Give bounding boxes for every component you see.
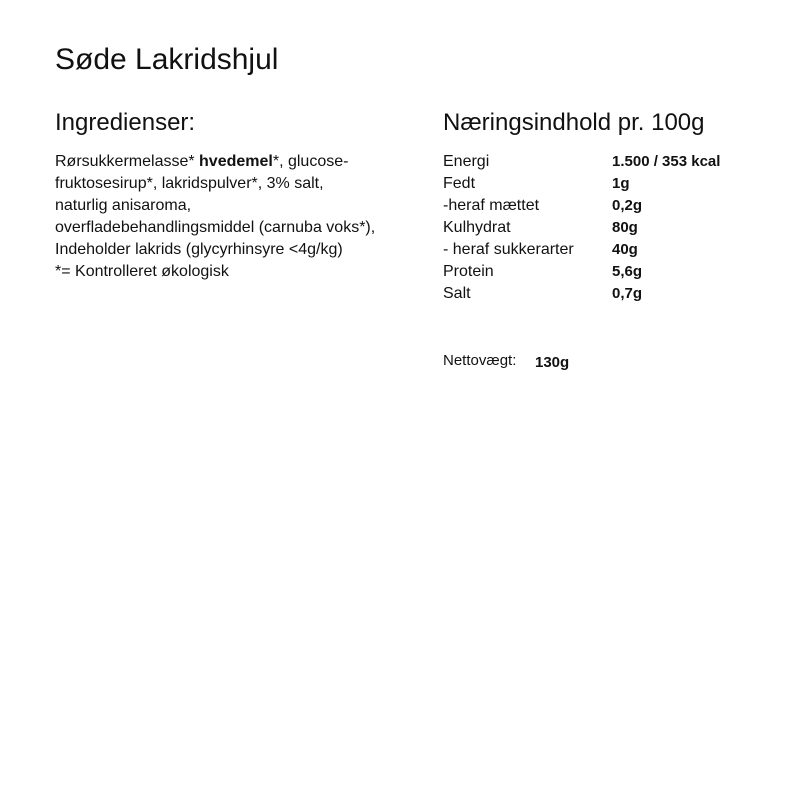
ingredients-footnote: *= Kontrolleret økologisk (55, 263, 229, 280)
nutrition-row-carbohydrate (443, 217, 763, 239)
ingredients-line: Indeholder lakrids (glycyrhinsyre <4g/kg) (55, 241, 343, 258)
nutrition-value: 80g (612, 219, 638, 236)
nutrition-table (443, 151, 763, 305)
nutrition-label: - heraf sukkerarter (443, 241, 574, 258)
ingredients-list (55, 151, 435, 283)
nutrition-row-protein (443, 261, 763, 283)
nutrition-value: 0,2g (612, 197, 643, 214)
nutrition-value: 1.500 / 353 kcal (612, 153, 721, 170)
nutrition-label: Fedt (443, 175, 476, 192)
allergen-highlight: hvedemel (199, 153, 273, 170)
nutrition-row-fat (443, 173, 763, 195)
nutrition-row-saturated-fat (443, 195, 763, 217)
ingredients-line: fruktosesirup*, lakridspulver*, 3% salt, (55, 175, 324, 192)
nutrition-row-sugars (443, 239, 763, 261)
nutrition-heading: Næringsindhold pr. 100g (443, 109, 705, 136)
net-weight (443, 350, 743, 374)
nutrition-label: Protein (443, 263, 494, 280)
nutrition-label: Kulhydrat (443, 219, 511, 236)
product-title: Søde Lakridshjul (55, 43, 279, 76)
nutrition-value: 40g (612, 241, 638, 258)
ingredients-line: naturlig anisaroma, (55, 197, 192, 214)
nutrition-label: -heraf mættet (443, 197, 540, 214)
ingredients-text: Rørsukkermelasse* (55, 153, 200, 170)
net-weight-value: 130g (535, 354, 570, 371)
nutrition-value: 0,7g (612, 285, 643, 302)
ingredients-text: *, glucose- (272, 153, 349, 170)
nutrition-row-energy (443, 151, 763, 173)
nutrition-row-salt (443, 283, 763, 305)
nutrition-label: Energi (443, 153, 490, 170)
ingredients-line (55, 151, 435, 173)
nutrition-label: Salt (443, 285, 471, 302)
ingredients-line: overfladebehandlingsmiddel (carnuba voks*), (55, 219, 376, 236)
net-weight-label: Nettovægt: (443, 352, 517, 369)
nutrition-value: 5,6g (612, 263, 643, 280)
nutrition-value: 1g (612, 175, 630, 192)
ingredients-heading: Ingredienser: (55, 109, 196, 136)
